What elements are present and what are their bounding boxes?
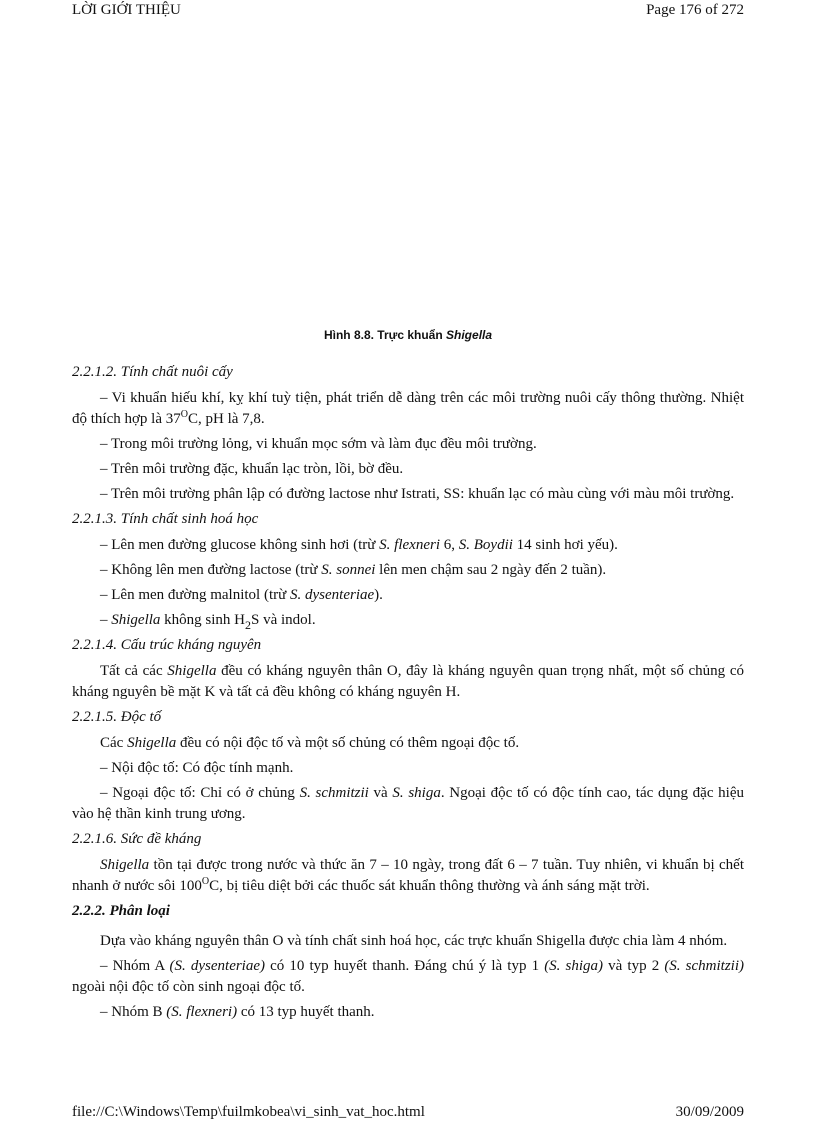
section-heading-main: 2.2.2. Phân loại [72,903,170,919]
species-name: S. schmitzii [299,785,369,801]
figure-placeholder [72,30,744,320]
paragraph [72,610,744,631]
paragraph [72,733,744,754]
text: ). [374,587,383,603]
section-heading: 2.2.1.6. Sức đề kháng [72,831,202,847]
document-body [72,362,744,1027]
caption-italic: Shigella [446,328,493,342]
page-number: Page 176 of 272 [646,2,744,18]
section-heading: 2.2.1.4. Cấu trúc kháng nguyên [72,637,262,653]
section-heading: 2.2.1.2. Tính chất nuôi cấy [72,364,233,380]
paragraph [72,855,744,897]
text: – Lên men đường glucose không sinh hơi (trừ [100,537,380,553]
species-name: (S. dysenteriae) [169,958,266,974]
paragraph [72,1002,744,1023]
paragraph [72,956,744,998]
species-name: Shigella [167,663,217,679]
text: – Ngoại độc tố: Chỉ có ở chủng [100,785,300,801]
paragraph: Dựa vào kháng nguyên thân O và tính chất sinh hoá học, các trực khuẩn Shigella được chia làm 4 nhóm. [100,933,728,949]
footer-path: file://C:\Windows\Temp\fuilmkobea\vi_sinh_vat_hoc.html [72,1104,425,1120]
superscript: O [201,876,210,887]
paragraph [72,585,744,606]
section-heading: 2.2.1.5. Độc tố [72,709,162,725]
text: 6, [440,537,459,553]
text: lên men chậm sau 2 ngày đến 2 tuần). [375,562,607,578]
text: – Lên men đường malnitol (trừ [100,587,290,603]
text: và [368,785,393,801]
superscript: O [180,409,188,420]
footer-date: 30/09/2009 [675,1104,744,1120]
paragraph: – Trên môi trường đặc, khuẩn lạc tròn, lồi, bờ đều. [100,461,404,477]
text: có 13 typ huyết thanh. [237,1004,375,1020]
species-name: S. Boydii [458,537,513,553]
species-name: S. flexneri [379,537,440,553]
paragraph [72,560,744,581]
text: – Vi khuẩn hiếu khí, kỵ khí tuỳ tiện, phát triển dễ dàng trên các môi trường nuôi cấy thông thường. Nhiệt độ thích hợp là 37 [72,390,744,427]
figure-caption [0,328,816,342]
paragraph: – Nội độc tố: Có độc tính mạnh. [100,760,294,776]
section-heading: 2.2.1.3. Tính chất sinh hoá học [72,511,259,527]
text: C, bị tiêu diệt bởi các thuốc sát khuẩn thông thường và ánh sáng mặt trời. [209,878,650,894]
text: đều có nội độc tố và một số chủng có thêm ngoại độc tố. [176,735,520,751]
text: C, pH là 7,8. [187,411,265,427]
text: S và indol. [251,612,316,628]
species-name: Shigella [100,857,150,873]
text: và typ 2 [603,958,665,974]
text: tồn tại được trong nước và thức ăn 7 – 10 ngày, trong đất 6 – 7 tuần. Tuy nhiên, vi khuẩn bị chết nhanh ở nước sôi 100 [72,857,744,894]
species-name: (S. flexneri) [166,1004,238,1020]
species-name: Shigella [127,735,177,751]
species-name: S. sonnei [321,562,376,578]
text: . Ngoại độc tố có độc tính cao, tác dụng đặc hiệu vào hệ thần kinh trung ương. [72,785,744,822]
paragraph: – Trong môi trường lỏng, vi khuẩn mọc sớm và làm đục đều môi trường. [100,436,537,452]
species-name: (S. shiga) [544,958,604,974]
header-title: LỜI GIỚI THIỆU [72,2,181,18]
text: 14 sinh hơi yếu). [512,537,618,553]
paragraph [72,388,744,430]
paragraph: – Trên môi trường phân lập có đường lactose như Istrati, SS: khuẩn lạc có màu cùng với màu môi trường. [100,486,735,502]
caption-text: Hình 8.8. Trực khuẩn [323,328,447,342]
text: không sinh H [160,612,246,628]
text: – Không lên men đường lactose (trừ [100,562,322,578]
text: có 10 typ huyết thanh. Đáng chú ý là typ 1 [265,958,545,974]
subscript: 2 [245,618,252,632]
text: – Nhóm B [100,1004,167,1020]
text: – Nhóm A [100,958,170,974]
paragraph [72,783,744,825]
text: ngoài nội độc tố còn sinh ngoại độc tố. [72,979,305,995]
paragraph [72,661,744,703]
text: Tất cả các [100,663,168,679]
text: đều có kháng nguyên thân O, đây là kháng nguyên quan trọng nhất, một số chủng có kháng nguyên bề mặt K và tất cả đều không có kháng nguyên H. [72,663,744,700]
species-name: S. shiga [392,785,441,801]
species-name: S. dysenteriae [290,587,375,603]
text: – [100,612,112,628]
paragraph [72,535,744,556]
text: Các [100,735,128,751]
species-name: Shigella [111,612,161,628]
species-name: (S. schmitzii) [664,958,744,974]
